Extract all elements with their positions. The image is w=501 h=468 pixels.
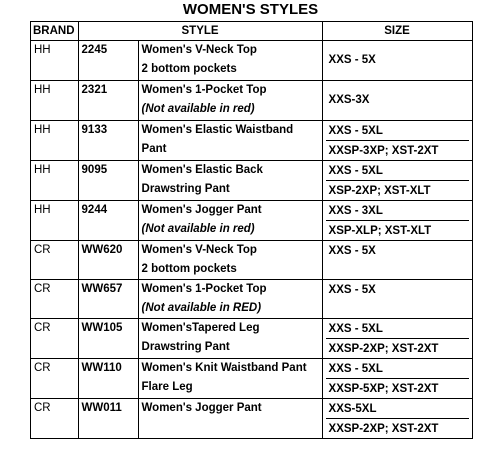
size-range-petite-tall: XXSP-2XP; XST-2XT: [328, 423, 439, 435]
style-line-1: Women's Elastic Waistband: [141, 124, 294, 136]
brand-cell: CR: [31, 241, 79, 280]
brand-cell: HH: [31, 121, 79, 161]
size-cell: [322, 359, 472, 399]
style-line-1: Women's 1-Pocket Top: [141, 84, 267, 96]
style-line-2: Pant: [141, 143, 167, 155]
table-row: [31, 41, 473, 81]
style-description-cell: [138, 241, 322, 280]
style-code-cell: 2321: [78, 81, 138, 121]
size-cell: [322, 161, 472, 201]
brand-cell: CR: [31, 280, 79, 319]
size-range-regular: XXS - 5XL: [326, 319, 469, 339]
brand-cell: CR: [31, 319, 79, 359]
table-row: [31, 121, 473, 161]
header-row: [31, 22, 473, 41]
style-line-2: Drawstring Pant: [141, 183, 230, 195]
style-line-1: Women's V-Neck Top: [141, 244, 257, 256]
style-description-cell: [138, 399, 322, 439]
size-cell: [322, 319, 472, 359]
size-range-regular: XXS - 5XL: [326, 121, 469, 141]
style-code-cell: 9095: [78, 161, 138, 201]
style-line-1: Women's V-Neck Top: [141, 44, 257, 56]
header-size: SIZE: [322, 22, 472, 41]
size-cell: [322, 241, 472, 280]
brand-cell: HH: [31, 201, 79, 241]
style-description-cell: [138, 201, 322, 241]
table-row: [31, 81, 473, 121]
brand-cell: CR: [31, 359, 79, 399]
size-range-petite-tall: XSP-XLP; XST-XLT: [328, 225, 432, 237]
style-description-cell: [138, 319, 322, 359]
size-range: XXS - 5X: [328, 245, 376, 257]
size-cell: [322, 81, 472, 121]
size-range-regular: XXS-5XL: [326, 399, 469, 419]
header-brand: BRAND: [31, 22, 79, 41]
style-code-cell: 9244: [78, 201, 138, 241]
size-range: XXS-3X: [328, 94, 370, 106]
styles-table: [30, 21, 473, 439]
style-code-cell: WW011: [78, 399, 138, 439]
style-line-2: (Not available in RED): [141, 302, 262, 314]
size-cell: [322, 41, 472, 81]
brand-cell: HH: [31, 41, 79, 81]
size-cell: [322, 280, 472, 319]
table-row: [31, 280, 473, 319]
style-line-2: (Not available in red): [141, 223, 255, 235]
size-range-petite-tall: XXSP-3XP; XST-2XT: [328, 145, 439, 157]
size-range: XXS - 5X: [328, 54, 376, 66]
style-line-1: Women's Jogger Pant: [141, 204, 262, 216]
brand-cell: HH: [31, 81, 79, 121]
size-cell: [322, 121, 472, 161]
size-range-petite-tall: XXSP-5XP; XST-2XT: [328, 383, 439, 395]
style-line-2: 2 bottom pockets: [141, 263, 237, 275]
style-line-2: (Not available in red): [141, 103, 255, 115]
header-style: STYLE: [78, 22, 322, 41]
style-line-2: 2 bottom pockets: [141, 63, 237, 75]
style-code-cell: WW657: [78, 280, 138, 319]
style-description-cell: [138, 359, 322, 399]
table-row: [31, 319, 473, 359]
style-line-2: Drawstring Pant: [141, 341, 230, 353]
table-row: [31, 359, 473, 399]
style-description-cell: [138, 41, 322, 81]
size-cell: [322, 201, 472, 241]
style-description-cell: [138, 81, 322, 121]
style-line-2: Flare Leg: [141, 381, 193, 393]
page-title: WOMEN'S STYLES: [182, 1, 319, 18]
style-description-cell: [138, 280, 322, 319]
table-row: [31, 399, 473, 439]
size-range-petite-tall: XSP-2XP; XST-XLT: [328, 185, 431, 197]
style-line-1: Women's 1-Pocket Top: [141, 283, 267, 295]
table-row: [31, 161, 473, 201]
style-code-cell: WW110: [78, 359, 138, 399]
style-description-cell: [138, 121, 322, 161]
style-line-1: Women's Elastic Back: [141, 164, 263, 176]
style-line-1: Women's Jogger Pant: [141, 402, 262, 414]
style-line-1: Women's Knit Waistband Pant: [141, 362, 307, 374]
size-range-petite-tall: XXSP-2XP; XST-2XT: [328, 343, 439, 355]
size-cell: [322, 399, 472, 439]
style-code-cell: WW105: [78, 319, 138, 359]
table-row: [31, 201, 473, 241]
size-range-regular: XXS - 3XL: [326, 201, 469, 221]
brand-cell: HH: [31, 161, 79, 201]
size-range: XXS - 5X: [328, 284, 376, 296]
size-range-regular: XXS - 5XL: [326, 359, 469, 379]
brand-cell: CR: [31, 399, 79, 439]
table-body: [31, 41, 473, 439]
style-code-cell: 9133: [78, 121, 138, 161]
style-description-cell: [138, 161, 322, 201]
table-row: [31, 241, 473, 280]
style-code-cell: 2245: [78, 41, 138, 81]
size-range-regular: XXS - 5XL: [326, 161, 469, 181]
style-code-cell: WW620: [78, 241, 138, 280]
style-line-1: Women'sTapered Leg: [141, 322, 260, 334]
